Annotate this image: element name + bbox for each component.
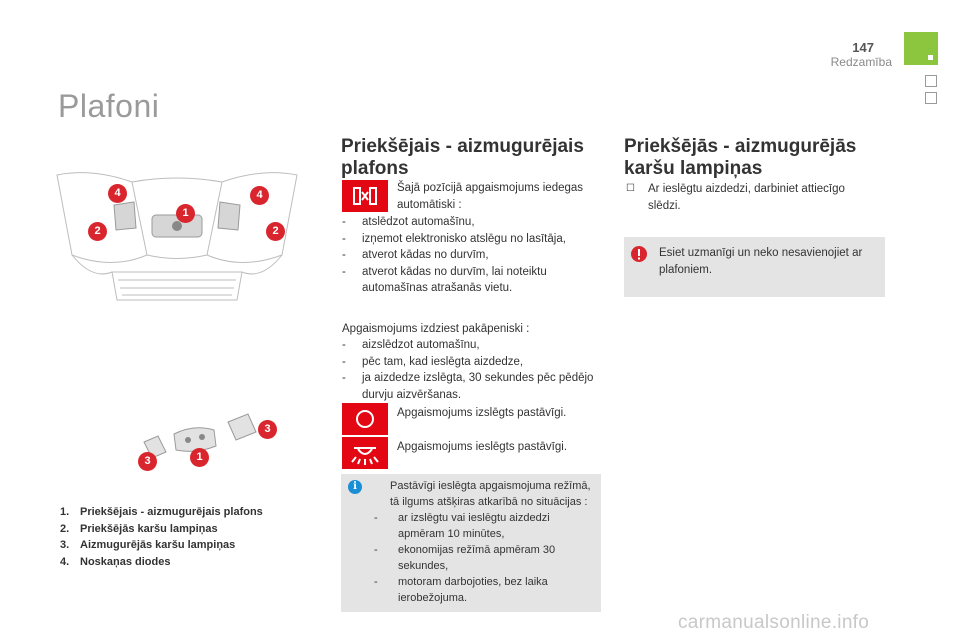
diagram-marker: 2: [88, 222, 107, 241]
legend-item: 2. Priekšējās karšu lampiņas: [60, 522, 218, 535]
diagram-marker: 4: [250, 186, 269, 205]
always-off-text: Apgaismojums izslēgts pastāvīgi.: [397, 407, 567, 419]
diagram-marker: 3: [258, 420, 277, 439]
warning-icon: [631, 246, 647, 262]
arrow-bullet-icon: ☐: [626, 183, 635, 194]
section-tab[interactable]: [925, 75, 937, 87]
list-item: - izņemot elektronisko atslēgu no lasītāja,: [342, 231, 597, 248]
diagram-marker: 1: [176, 204, 195, 223]
light-off-icon: [342, 403, 388, 435]
list-item: - atslēdzot automašīnu,: [342, 214, 597, 231]
auto-description: Šajā pozīcijā apgaismojums iedegas automātiski :: [397, 182, 584, 211]
section-tab-active[interactable]: [904, 32, 938, 65]
info-icon: i: [348, 480, 362, 494]
off-intro: Apgaismojums izdziest pakāpeniski :: [342, 323, 530, 335]
list-item: - pēc tam, kad ieslēgta aizdedze,: [342, 354, 597, 371]
diagram-marker: 4: [108, 184, 127, 203]
list-item: - motoram darbojoties, bez laika ierobežojuma.: [374, 574, 594, 606]
watermark: carmanualsonline.info: [678, 612, 870, 633]
list-item: - atverot kādas no durvīm,: [342, 247, 597, 264]
section-label: Redzamība: [830, 55, 892, 69]
info-intro: Pastāvīgi ieslēgta apgaismojuma režīmā, tā ilgums atšķiras atkarībā no situācijas :: [390, 480, 591, 508]
list-item: - ekonomijas režīmā apmēram 30 sekundes,: [374, 542, 594, 574]
warning-note-box: [624, 237, 885, 297]
diagram-marker: 1: [190, 448, 209, 467]
list-item: - ar izslēgtu vai ieslēgtu aizdedzi apmēram 10 minūtes,: [374, 510, 594, 542]
always-on-text: Apgaismojums ieslēgts pastāvīgi.: [397, 441, 568, 453]
list-item: - ja aizdedze izslēgta, 30 sekundes pēc pēdējo durvju aizvēršanas.: [342, 370, 597, 403]
section-heading-plafons: Priekšējais - aizmugurējais plafons: [341, 136, 584, 179]
list-item: - atverot kādas no durvīm, lai noteiktu automašīnas atrašanās vietu.: [342, 264, 597, 297]
door-mode-icon: [342, 180, 388, 212]
map-lamps-instruction: ☐ Ar ieslēgtu aizdedzi, darbiniet attiecīgo slēdzi.: [626, 183, 845, 212]
legend-item: 3. Aizmugurējās karšu lampiņas: [60, 539, 236, 551]
off-conditions-list: [342, 337, 597, 403]
section-heading-map-lamps: Priekšējās - aizmugurējās karšu lampiņas: [624, 136, 857, 179]
auto-conditions-list: [342, 214, 597, 297]
warning-text: Esiet uzmanīgi un neko nesavienojiet ar plafoniem.: [659, 247, 863, 276]
diagram-legend: [60, 504, 263, 570]
diagram-marker: 3: [138, 452, 157, 471]
info-list: [374, 510, 594, 606]
light-on-icon: [342, 437, 388, 469]
diagram-marker: 2: [266, 222, 285, 241]
list-item: - aizslēdzot automašīnu,: [342, 337, 597, 354]
page-number: 147: [852, 40, 874, 55]
page-title: Plafoni: [58, 88, 160, 124]
legend-item: 1. Priekšējais - aizmugurējais plafons: [60, 506, 263, 518]
section-tab[interactable]: [925, 92, 937, 104]
info-note-box: [341, 474, 601, 612]
legend-item: 4. Noskaņas diodes: [60, 555, 171, 568]
